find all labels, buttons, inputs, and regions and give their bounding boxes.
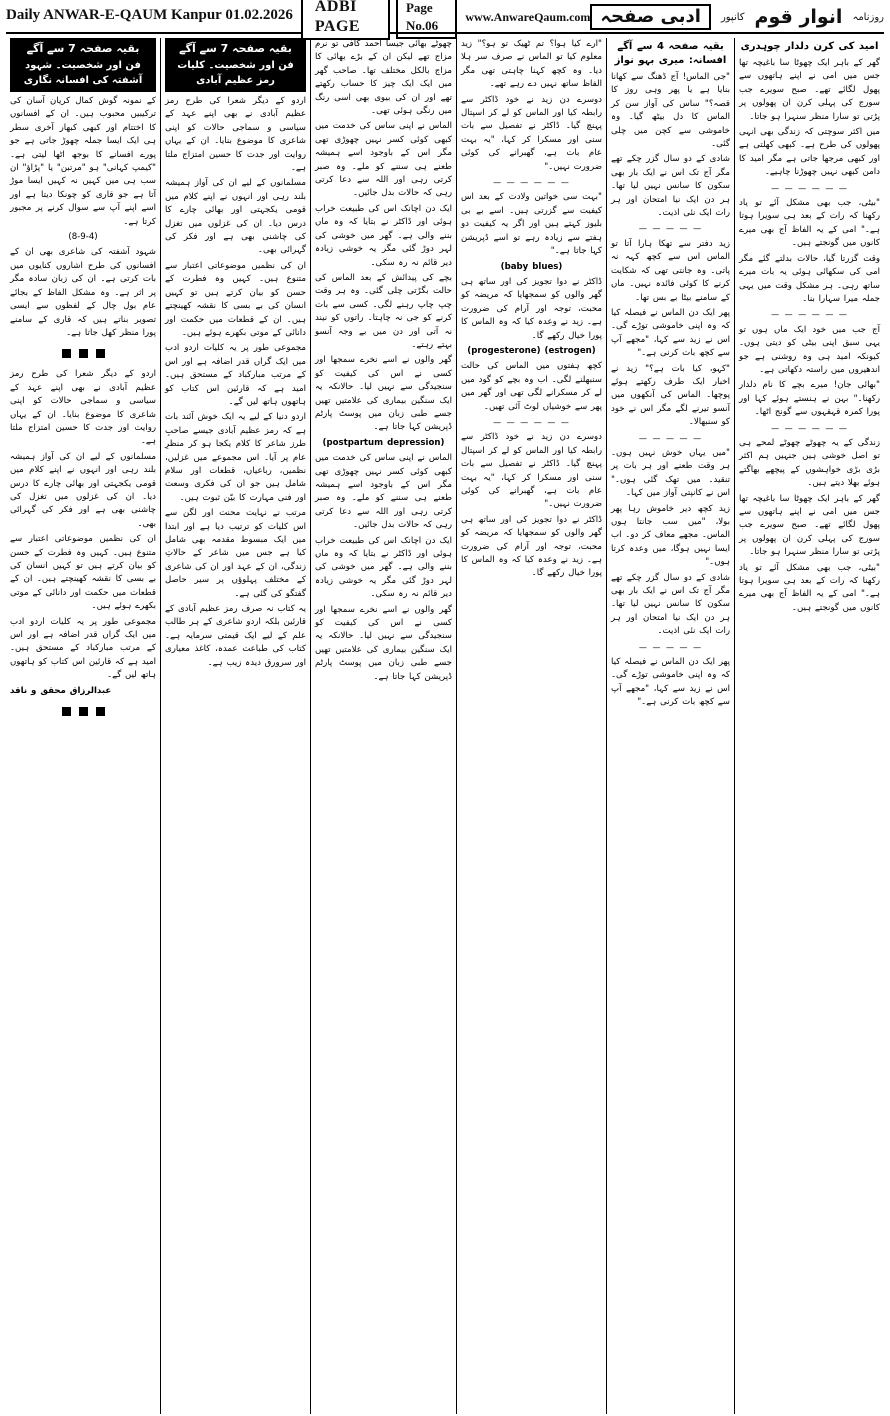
- col3-body: [461, 38, 602, 581]
- col2-divider-1: — — — — —: [638, 224, 703, 234]
- page-number-badge: Page No.06: [396, 0, 457, 39]
- masthead-right: [590, 4, 884, 30]
- col5-para-7: یہ کتاب نہ صرف رمز عظیم آبادی کے قارئین بلکہ اردو شاعری کے ہر طالب علم کے لیے ایک قیمتی سرمایہ ہے۔ کتاب کی طباعت عمدہ، کاغذ معیاری اور سرورق دیدہ زیب ہے۔: [165, 604, 306, 668]
- issue-date: 01.02.2026: [225, 7, 293, 23]
- col6-body-b: [10, 368, 156, 698]
- col2-para-7: زید کچھ دیر خاموش رہا پھر بولا، "میں سب جانتا ہوں الماس۔ مجھے معاف کر دو۔ اب ایسا نہیں ہوگا، میں وعدہ کرتا ہوں۔": [611, 503, 730, 568]
- col3-para-7: ڈاکٹر نے دوا تجویز کی اور ساتھ ہی گھر والوں کو سمجھایا کہ مریضہ کو محبت، توجہ اور آرام کی ضرورت ہے۔ زید نے وعدہ کیا کہ وہ الماس کا پورا خیال رکھے گا۔: [461, 514, 602, 579]
- col4-para-4: بچے کی پیدائش کے بعد الماس کی حالت بگڑتی چلی گئی۔ وہ ہر وقت چپ چاپ رہنے لگی۔ کسی سے بات کرنے کو جی نہ چاہتا۔ راتوں کو نیند نہ آتی اور دن میں بے وجہ آنسو بہتے رہتے۔: [315, 272, 452, 350]
- col2-body: [611, 71, 730, 710]
- website-url[interactable]: www.AnwareQaum.com: [465, 9, 591, 24]
- col1-para-1: گھر کے باہر ایک چھوٹا سا باغیچہ تھا جس میں امی نے اپنے ہاتھوں سے پھول لگائے تھے۔ صبح سویرے جب سورج کی پہلی کرن ان پھولوں پر پڑتی تو سارا منظر سنہرا ہو جاتا۔: [739, 58, 880, 122]
- urdu-section-title: ادبی صفحہ: [590, 4, 711, 30]
- col6-para-a1: کے نمونہ گوش کمال کریان آسان کی ترکیبیں محبوب ہیں۔ ان کے افسانوں کا اختتام اور کبھی کبھار آخری سطر ہی ایک ایسا جملہ چھوڑ جاتی ہے جو پورے افسانے کا بوجھ اٹھا لیتی ہے۔ "کیمپ کہانی" ہو "مرتبن" یا "پڑاؤ" ان سب ہی میں کہیں نہ کہیں ایسا موڑ آتا ہے جو قاری کو چونکا دیتا ہے اور اسے اپنے آپ سے سوال کرنے پر مجبور کرتا ہے۔: [10, 96, 156, 227]
- col6-subheading-a: فن اور شخصیت۔ شہود آشفتہ کی افسانہ نگاری: [23, 60, 143, 86]
- col5-subheading: فن اور شخصیت۔ کلیات رمز عظیم آبادی: [177, 60, 294, 86]
- column-6: [6, 38, 160, 1414]
- col6-poem-ref: (8-9-4): [68, 232, 98, 243]
- col2-para-9: پھر ایک دن الماس نے فیصلہ کیا کہ وہ اپنی خاموشی توڑے گی۔ اس نے زید سے کہا، "مجھے آپ سے کچھ بات کرنی ہے۔": [611, 657, 730, 708]
- urdu-city: کانپور: [720, 11, 745, 23]
- col2-para-1: "جی الماس! آج ڈھنگ سے کھانا بنایا ہے یا پھر وہی روز کا قصہ؟" ساس کی آواز سن کر الماس کا دل بیٹھ گیا۔ وہ خاموشی سے کچن میں چلی گئی۔: [611, 72, 730, 150]
- col4-para-6: الماس نے اپنی ساس کی خدمت میں کبھی کوئی کسر نہیں چھوڑی تھی مگر اس کے باوجود اسے ہمیشہ طعنے ہی سننے کو ملے۔ وہ صبر کرتی رہی اور اللہ سے دعا کرتی رہی کہ حالات بدل جائیں۔: [315, 453, 452, 531]
- column-2: [606, 38, 734, 1414]
- col5-para-5: اردو دنیا کے لیے یہ ایک خوش آئند بات ہے کہ رمز عظیم آبادی جیسے صاحبِ طرز شاعر کا کلام یکجا ہو کر منظرِ عام پر آیا۔ اس مجموعے میں غزلیں، نظمیں، رباعیاں، قطعات اور سلام شامل ہیں جو ان کی فکری وسعت اور فنی مہارت کا بیّن ثبوت ہیں۔: [165, 412, 306, 503]
- col3-term-babyblues: (baby blues): [500, 261, 563, 272]
- column-3: [456, 38, 606, 1414]
- col6-square-ornament-1: [10, 345, 156, 363]
- column-5: [160, 38, 310, 1414]
- col5-body: [165, 95, 306, 670]
- col3-term-hormones: (estrogen) (progesterone): [467, 345, 596, 356]
- col2-para-5: "کہو، کیا بات ہے؟" زید نے اخبار ایک طرف رکھتے ہوئے پوچھا۔ الماس کی آنکھوں میں آنسو تیرنے لگے مگر اس نے خود کو سنبھالا۔: [611, 363, 730, 428]
- col4-para-3: ایک دن اچانک اس کی طبیعت خراب ہوئی اور ڈاکٹر نے بتایا کہ وہ ماں بننے والی ہے۔ گھر میں خوشی کی لہر دوڑ گئی مگر یہ خوشی زیادہ دیر قائم نہ رہ سکی۔: [315, 203, 452, 268]
- col2-heading-text: بقیہ صفحہ 4 سے آگے: [617, 41, 724, 52]
- col5-article-heading: [165, 38, 306, 92]
- col1-divider-2: — — — — — —: [771, 310, 848, 320]
- col6-signature: عبدالرزاق محقق و ناقد: [10, 685, 112, 696]
- col4-para-8: گھر والوں نے اسے نخرے سمجھا اور کسی نے اس کی کیفیت کو سنجیدگی سے نہیں لیا۔ حالانکہ یہ ایک سنگین بیماری کی علامتیں تھیں جسے طبی زبان میں پوسٹ پارٹم ڈپریشن کہا جاتا ہے۔: [315, 604, 452, 682]
- col1-divider-3: — — — — — —: [771, 423, 848, 433]
- urdu-paper-name: انوار قوم: [754, 6, 843, 28]
- col3-para-3: "بہت سی خواتین ولادت کے بعد اس کیفیت سے گزرتی ہیں۔ اسے بے بی بلیوز کہتے ہیں اور اگر یہ کیفیت دو ہفتے سے زیادہ رہے تو اسے ڈپریشن کہا جاتا ہے۔": [461, 192, 602, 257]
- square-icon: [62, 707, 71, 716]
- col4-term-postpartum: (postpartum depression): [322, 437, 445, 448]
- col6-para-b4: مجموعی طور پر یہ کلیات اردو ادب میں ایک گراں قدر اضافہ ہے اور اس کے مرتب مبارکباد کے مستحق ہیں۔ امید ہے کہ قارئین اس کتاب کو ہاتھوں ہاتھ لیں گے۔: [10, 616, 156, 681]
- col1-para-3: "بیٹی، جب بھی مشکل آئے تو یاد رکھنا کہ رات کے بعد ہی سویرا ہوتا ہے۔" امی کے یہ الفاظ آج بھی میرے کانوں میں گونجتے ہیں۔: [739, 198, 880, 249]
- col1-para-5: آج جب میں خود ایک ماں ہوں تو یہی سبق اپنی بیٹی کو دیتی ہوں۔ کیونکہ امید ہی وہ روشنی ہے جو اندھیروں میں راستہ دکھاتی ہے۔: [739, 324, 880, 375]
- col2-article-heading: [611, 38, 730, 71]
- col3-para-4: ڈاکٹر نے دوا تجویز کی اور ساتھ ہی گھر والوں کو سمجھایا کہ مریضہ کو محبت، توجہ اور آرام کی ضرورت ہے۔ زید نے وعدہ کیا کہ وہ الماس کا پورا خیال رکھے گا۔: [461, 276, 602, 341]
- square-icon: [62, 349, 71, 358]
- col5-para-1: اردو کے دیگر شعرا کی طرح رمز عظیم آبادی نے بھی اپنے عہد کے سیاسی و سماجی حالات کو اپنی شاعری کا موضوع بنایا۔ ان کے یہاں روایت اور جدت کا حسین امتزاج ملتا ہے۔: [165, 96, 306, 174]
- col5-para-3: ان کی نظمیں موضوعاتی اعتبار سے متنوع ہیں۔ کہیں وہ فطرت کے حسن کو بیان کرتے ہیں تو کہیں انسان کی بے بسی کا نقشہ کھینچتے ہیں۔ ان کے قطعات میں حکمت اور دانائی کے موتی بکھرے ہوئے ہیں۔: [165, 260, 306, 338]
- col6-para-b2: مسلمانوں کے لیے ان کی آواز ہمیشہ بلند رہی اور انہوں نے اپنے کلام میں قومی یکجہتی اور بھائی چارے کا درس دیا۔ ان کی غزلوں میں تغزل کی چاشنی بھی ہے اور فکر کی گہرائی بھی۔: [10, 451, 156, 529]
- col2-para-3: زید دفتر سے تھکا ہارا آتا تو الماس اس سے کچھ کہہ نہ پاتی۔ وہ جانتی تھی کہ شکایت کرنے کا کوئی فائدہ نہیں۔ ماں کے سامنے بیٹا بے بس تھا۔: [611, 238, 730, 303]
- masthead-center: [301, 0, 591, 35]
- col2-divider-2: — — — — —: [638, 433, 703, 443]
- col2-divider-3: — — — — —: [638, 642, 703, 652]
- column-1: [734, 38, 884, 1414]
- square-icon: [96, 707, 105, 716]
- col2-subheading: افسانہ: میری بہو نواز: [614, 55, 727, 66]
- square-icon: [96, 349, 105, 358]
- col1-para-6: "بھائی جان! میرے بچے کا نام دلدار رکھنا۔" بہن نے ہنستے ہوئے کہا اور پورا کمرہ قہقہوں سے گونج اٹھا۔: [739, 380, 880, 418]
- col4-body: [315, 38, 452, 684]
- square-icon: [79, 707, 88, 716]
- square-icon: [79, 349, 88, 358]
- col1-para-9: "بیٹی، جب بھی مشکل آئے تو یاد رکھنا کہ رات کے بعد ہی سویرا ہوتا ہے۔" امی کے یہ الفاظ آج بھی میرے کانوں میں گونجتے ہیں۔: [739, 562, 880, 613]
- col6-para-a2: شہود آشفتہ کی شاعری بھی ان کے افسانوں کی طرح اشاروں کنایوں میں بات کرتی ہے۔ ان کی زبان سادہ مگر پر اثر ہے۔ وہ مشکل الفاظ کے بجائے عام بول چال کے لفظوں سے ایسی تصویر بناتے ہیں کہ قاری کے سامنے پورا منظر کھل جاتا ہے۔: [10, 247, 156, 338]
- col3-para-1: "ارے کیا ہوا؟ تم ٹھیک تو ہو؟" زید معلوم کیا تو الماس نے صرف سر ہلا دیا۔ وہ کچھ کہنا چاہتی تھی مگر الفاظ ساتھ نہیں دے رہے تھے۔: [461, 39, 602, 90]
- masthead-left-title: [6, 4, 301, 30]
- page-columns: [6, 38, 884, 1414]
- col6-para-b3: ان کی نظمیں موضوعاتی اعتبار سے متنوع ہیں۔ کہیں وہ فطرت کے حسن کو بیان کرتے ہیں تو کہیں انسان کی بے بسی کا نقشہ کھینچتے ہیں۔ ان کے قطعات میں حکمت اور دانائی کے موتی بکھرے ہوئے ہیں۔: [10, 534, 156, 612]
- col1-article-heading: [739, 38, 880, 57]
- col1-body: [739, 57, 880, 615]
- col6-body-a: [10, 95, 156, 340]
- col3-para-5: کچھ ہفتوں میں الماس کی حالت سنبھلنے لگی۔ اب وہ بچے کو گود میں لے کر مسکرانے لگی تھی اور گھر میں پھر سے خوشیاں لوٹ آئی تھیں۔: [461, 361, 602, 412]
- col6-para-b1: اردو کے دیگر شعرا کی طرح رمز عظیم آبادی نے بھی اپنے عہد کے سیاسی و سماجی حالات کو اپنی شاعری کا موضوع بنایا۔ ان کے یہاں روایت اور جدت کا حسین امتزاج ملتا ہے۔: [10, 369, 156, 447]
- col3-para-2: دوسرے دن زید نے خود ڈاکٹر سے رابطہ کیا اور الماس کو لے کر اسپتال پہنچ گیا۔ ڈاکٹر نے تفصیل سے بات سنی اور مسکرا کر کہا، "یہ بہت عام بات ہے، گھبرانے کی کوئی ضرورت نہیں۔": [461, 94, 602, 172]
- col1-para-2: میں اکثر سوچتی کہ زندگی بھی انہی پھولوں کی طرح ہے۔ کبھی کھلتی ہے اور کبھی مرجھا جاتی ہے مگر امید کا دامن کبھی نہیں چھوڑنا چاہیے۔: [739, 127, 880, 178]
- col2-para-4: پھر ایک دن الماس نے فیصلہ کیا کہ وہ اپنی خاموشی توڑے گی۔ اس نے زید سے کہا، "مجھے آپ سے کچھ بات کرنی ہے۔": [611, 307, 730, 359]
- masthead: [6, 0, 884, 35]
- adbi-page-badge: ADBI PAGE: [301, 0, 390, 40]
- col4-para-2: الماس نے اپنی ساس کی خدمت میں کبھی کوئی کسر نہیں چھوڑی تھی مگر اس کے باوجود اسے ہمیشہ طعنے ہی سننے کو ملے۔ وہ صبر کرتی رہی اور اللہ سے دعا کرتی رہی کہ حالات بدل جائیں۔: [315, 121, 452, 199]
- col5-para-4: مجموعی طور پر یہ کلیات اردو ادب میں ایک گراں قدر اضافہ ہے اور اس کے مرتب مبارکباد کے مستحق ہیں۔ امید ہے کہ قارئین اس کتاب کو ہاتھوں ہاتھ لیں گے۔: [165, 343, 306, 407]
- col1-para-8: گھر کے باہر ایک چھوٹا سا باغیچہ تھا جس میں امی نے اپنے ہاتھوں سے پھول لگائے تھے۔ صبح سویرے جب سورج کی پہلی کرن ان پھولوں پر پڑتی تو سارا منظر سنہرا ہو جاتا۔: [739, 493, 880, 558]
- col2-para-8: شادی کے دو سال گزر چکے تھے مگر آج تک اس نے ایک بار بھی سکون کا سانس نہیں لیا تھا۔ ہر دن ایک نیا امتحان اور ہر رات ایک نئی اذیت۔: [611, 572, 730, 637]
- col1-divider-1: — — — — — —: [771, 183, 848, 193]
- col3-para-6: دوسرے دن زید نے خود ڈاکٹر سے رابطہ کیا اور الماس کو لے کر اسپتال پہنچ گیا۔ ڈاکٹر نے تفصیل سے بات سنی اور مسکرا کر کہا، "یہ بہت عام بات ہے، گھبرانے کی کوئی ضرورت نہیں۔": [461, 432, 602, 510]
- col1-para-7: زندگی کے یہ چھوٹے چھوٹے لمحے ہی تو اصل خوشی ہیں جنہیں ہم اکثر بڑی بڑی خواہشوں کے پیچھے بھاگتے ہوئے بھلا دیتے ہیں۔: [739, 437, 880, 489]
- urdu-daily-label: روزنامہ: [852, 11, 884, 23]
- col6-heading-a-text: بقیہ صفحہ 7 سے آگے: [26, 42, 140, 55]
- col4-para-1: چھوٹے بھائی جیسا احمد کافی تو نرم مزاج تھے لیکن ان کے بڑے بھائی کا مزاج بالکل مختلف تھا۔ صاحب گھر میں ایک ایک چیز کا حساب رکھتے تھے اور ان کی بیوی بھی اسی رنگ میں رنگی ہوئی تھی۔: [315, 39, 452, 117]
- col6-square-ornament-2: [10, 703, 156, 721]
- col6-article-heading-a: [10, 38, 156, 92]
- col3-divider-1: — — — — — —: [493, 178, 570, 188]
- col1-para-4: وقت گزرتا گیا، حالات بدلتے گئے مگر امی کی سکھائی ہوئی یہ بات میرے ساتھ رہی۔ ہر مشکل وقت میں یہی جملہ میرا سہارا بنا۔: [739, 253, 880, 304]
- col2-para-6: "میں یہاں خوش نہیں ہوں۔ ہر وقت طعنے اور ہر بات پر تنقید۔ میں تھک گئی ہوں۔" اس نے کانپتی آواز میں کہا۔: [611, 447, 730, 499]
- col5-para-6: مرتب نے نہایت محنت اور لگن سے اس کلیات کو ترتیب دیا ہے اور ابتدا میں ایک مبسوط مقدمہ بھی شامل کیا ہے جس میں شاعر کے حالاتِ زندگی، ان کے عہد اور ان کی شاعری کے مختلف پہلوؤں پر سیر حاصل گفتگو کی گئی ہے۔: [165, 508, 306, 599]
- col4-para-5: گھر والوں نے اسے نخرے سمجھا اور کسی نے اس کی کیفیت کو سنجیدگی سے نہیں لیا۔ حالانکہ یہ ایک سنگین بیماری کی علامتیں تھیں جسے طبی زبان میں پوسٹ پارٹم ڈپریشن کہا جاتا ہے۔: [315, 355, 452, 433]
- col5-para-2: مسلمانوں کے لیے ان کی آواز ہمیشہ بلند رہی اور انہوں نے اپنے کلام میں قومی یکجہتی اور بھائی چارے کا درس دیا۔ ان کی غزلوں میں تغزل کی چاشنی بھی ہے اور فکر کی گہرائی بھی۔: [165, 178, 306, 256]
- paper-name-english: Daily ANWAR-E-QAUM Kanpur: [6, 7, 222, 23]
- col1-author: دلدار چوہدری: [740, 41, 809, 52]
- column-4: [310, 38, 456, 1414]
- col5-heading-text: بقیہ صفحہ 7 سے آگے: [179, 42, 292, 55]
- col1-heading-text: امید کی کرن: [813, 41, 879, 52]
- col2-para-2: شادی کے دو سال گزر چکے تھے مگر آج تک اس نے ایک بار بھی سکون کا سانس نہیں لیا تھا۔ ہر دن ایک نیا امتحان اور ہر رات ایک نئی اذیت۔: [611, 154, 730, 219]
- col4-para-7: ایک دن اچانک اس کی طبیعت خراب ہوئی اور ڈاکٹر نے بتایا کہ وہ ماں بننے والی ہے۔ گھر میں خوشی کی لہر دوڑ گئی مگر یہ خوشی زیادہ دیر قائم نہ رہ سکی۔: [315, 535, 452, 600]
- col3-divider-2: — — — — — —: [493, 417, 570, 427]
